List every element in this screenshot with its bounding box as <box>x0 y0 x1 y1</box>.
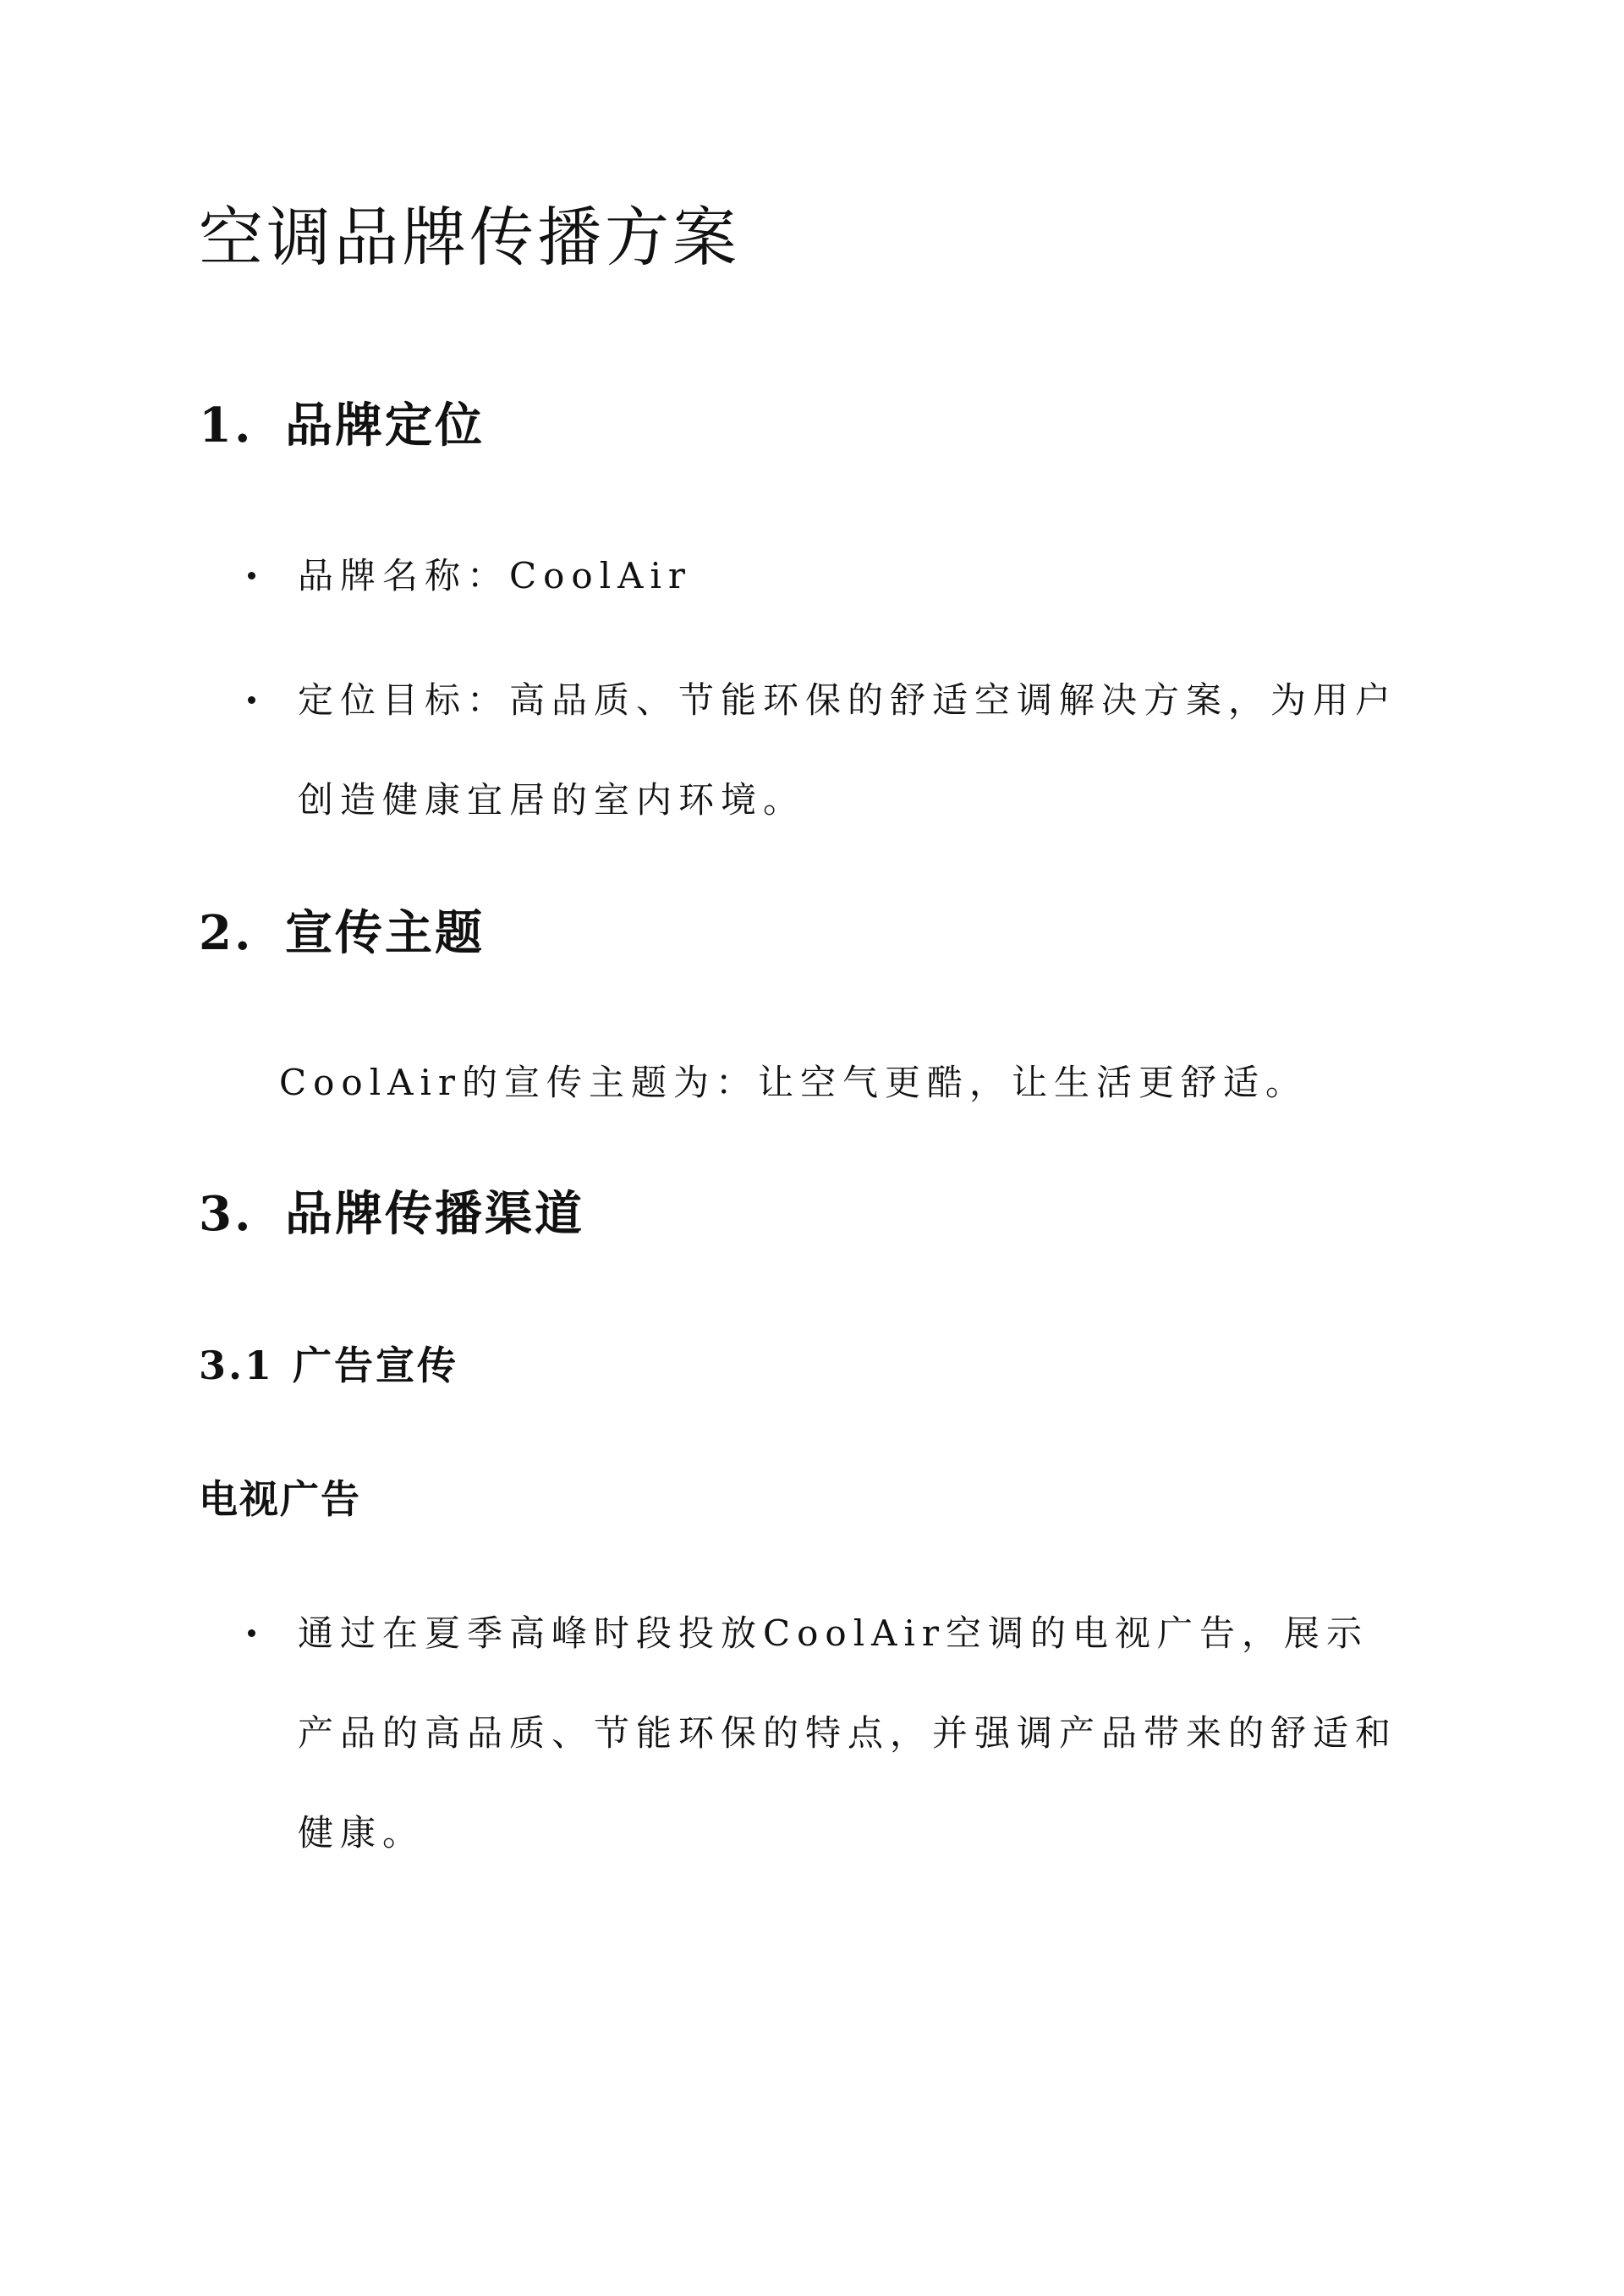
section-number: 3. <box>199 1186 254 1242</box>
list-item-text: 品牌名称：CoolAir <box>298 555 692 596</box>
subsection-heading-advertising <box>199 1343 458 1389</box>
section-heading-brand-positioning <box>199 398 485 454</box>
group-heading-tv-ads: 电视广告 <box>199 1476 361 1522</box>
list-item-brand-name <box>0 526 1397 626</box>
bullet-icon <box>248 572 255 579</box>
section-title: 品牌定位 <box>285 398 485 453</box>
bullet-icon <box>248 696 255 704</box>
subsection-title: 广告宣传 <box>293 1343 459 1388</box>
section-heading-communication-channels <box>199 1186 584 1243</box>
section-heading-campaign-theme <box>199 905 485 962</box>
document-title: 空调品牌传播方案 <box>199 200 740 275</box>
subsection-number: 3.1 <box>199 1343 275 1388</box>
brand-positioning-list <box>0 526 1397 850</box>
list-item-tv-ads <box>0 1584 1397 1883</box>
list-item-text: 通过在夏季高峰时段投放CoolAir空调的电视广告，展示产品的高品质、节能环保的特点，并强调产品带来的舒适和健康。 <box>298 1612 1398 1854</box>
campaign-theme-paragraph: CoolAir的宣传主题为：让空气更酷，让生活更舒适。 <box>279 1062 1308 1103</box>
section-title: 品牌传播渠道 <box>285 1186 584 1242</box>
bullet-icon <box>248 1629 255 1637</box>
tv-ads-list <box>0 1584 1397 1883</box>
list-item-text: 定位目标：高品质、节能环保的舒适空调解决方案，为用户创造健康宜居的室内环境。 <box>298 679 1398 821</box>
section-number: 1. <box>199 398 254 453</box>
section-number: 2. <box>199 905 254 961</box>
list-item-positioning-goal <box>0 651 1397 850</box>
section-title: 宣传主题 <box>285 905 485 961</box>
